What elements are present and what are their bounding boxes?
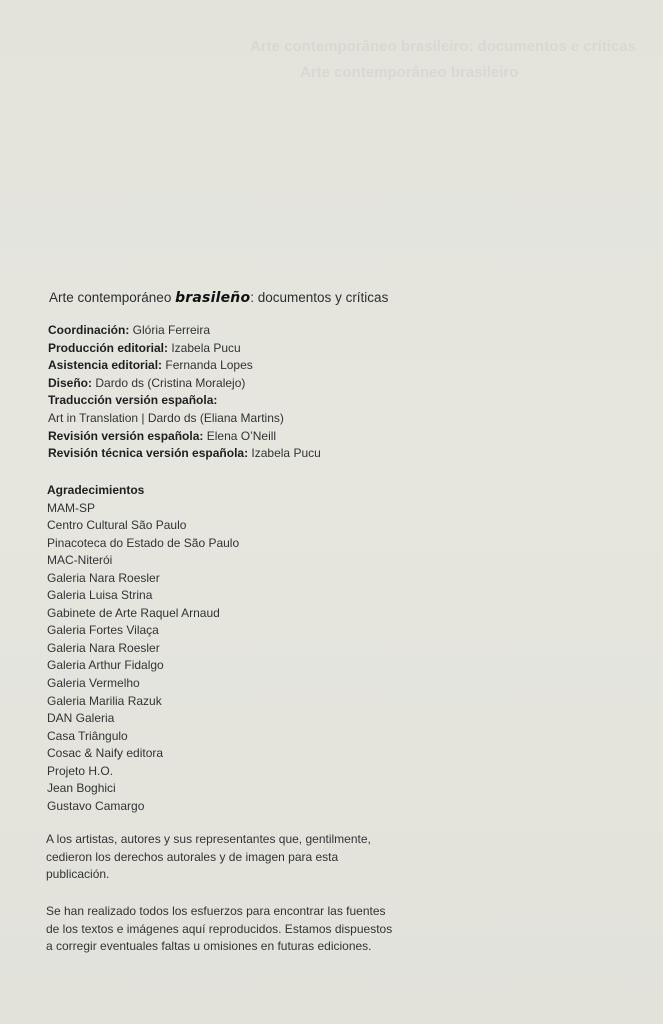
credit-line — [48, 392, 321, 410]
title-prefix: Arte contemporáneo — [49, 290, 176, 305]
list-item: MAC-Niterói — [47, 553, 113, 568]
credit-value: Elena O’Neill — [203, 428, 277, 443]
credit-label: Coordinación: — [48, 323, 130, 337]
credit-value: Glória Ferreira — [129, 323, 211, 337]
credit-label: Asistencia editorial: — [48, 358, 163, 373]
list-item: DAN Galeria — [47, 711, 115, 726]
list-item: Galeria Vermelho — [47, 676, 140, 691]
paragraph-line: cedieron los derechos autorales y de imagen para esta — [46, 849, 339, 864]
credit-line — [48, 357, 321, 375]
acknowledgements-block — [47, 482, 239, 815]
credit-value: Izabela Pucu — [248, 446, 321, 461]
list-item: Cosac & Naify editora — [47, 746, 164, 761]
title-suffix: : documentos y críticas — [250, 290, 389, 305]
credit-value: Fernanda Lopes — [162, 358, 253, 373]
paragraph-line: Se han realizado todos los esfuerzos para encontrar las fuentes — [46, 904, 386, 918]
credit-label: Revisión técnica versión española: — [48, 446, 249, 461]
list-item: MAM-SP — [47, 500, 95, 515]
list-item: Centro Cultural São Paulo — [47, 518, 187, 533]
list-item: Pinacoteca do Estado de São Paulo — [47, 535, 240, 550]
show-through-text: Arte contemporâneo brasileiro: documentos e críticas — [250, 38, 636, 55]
list-item: Gabinete de Arte Raquel Arnaud — [47, 605, 220, 620]
list-item: Galeria Marilia Razuk — [47, 693, 162, 708]
credit-label: Diseño: — [48, 375, 93, 390]
list-item: Galeria Arthur Fidalgo — [47, 658, 164, 673]
list-item: Jean Boghici — [47, 781, 116, 796]
credit-line — [48, 340, 321, 358]
credit-value: Art in Translation | Dardo ds (Eliana Martins) — [48, 410, 284, 425]
credit-label: Producción editorial: — [48, 340, 169, 355]
list-item: Galeria Nara Roesler — [47, 640, 160, 655]
paragraph-line: de los textos e imágenes aquí reproducidos. Estamos dispuestos — [46, 921, 393, 936]
list-item: Projeto H.O. — [47, 763, 114, 778]
paragraph-line: publicación. — [46, 867, 110, 881]
paragraph-line: A los artistas, autores y sus representantes que, gentilmente, — [46, 832, 371, 846]
credit-line — [48, 445, 321, 463]
acknowledgements-heading: Agradecimientos — [47, 483, 145, 497]
list-item: Gustavo Camargo — [47, 798, 145, 813]
list-item: Galeria Nara Roesler — [47, 570, 160, 585]
list-item: Galeria Luisa Strina — [47, 588, 153, 603]
list-item: Galeria Fortes Vilaça — [47, 623, 159, 638]
book-title — [49, 290, 388, 306]
list-item: Casa Triângulo — [47, 728, 128, 743]
credit-label: Traducción versión española: — [48, 393, 218, 408]
credit-line — [48, 322, 321, 340]
credit-value: Dardo ds (Cristina Moralejo) — [92, 375, 246, 390]
paragraph-line: a corregir eventuales faltas u omisiones en futuras ediciones. — [46, 939, 372, 953]
credits-block — [48, 322, 321, 463]
credit-value: Izabela Pucu — [168, 340, 241, 355]
title-brand: brasileño — [175, 290, 251, 306]
show-through-text: Arte contemporâneo brasileiro — [300, 64, 519, 81]
credit-line — [48, 410, 321, 428]
credit-label: Revisión versión española: — [48, 428, 204, 443]
artists-paragraph — [46, 831, 416, 884]
sources-paragraph — [46, 903, 416, 956]
credit-line — [48, 375, 321, 393]
credit-line — [48, 428, 321, 446]
